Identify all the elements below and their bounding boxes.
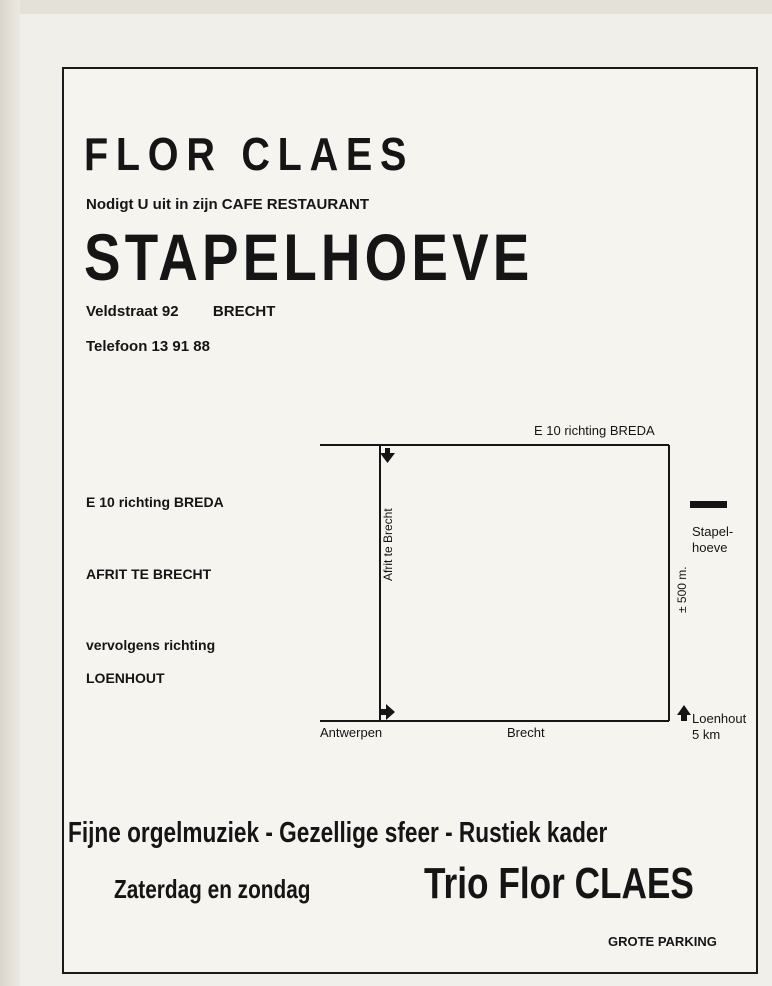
loenhout-line-1: Loenhout [692, 711, 747, 726]
destination-line-2: hoeve [692, 540, 728, 555]
exit-arrow-icon [380, 448, 395, 463]
map-antwerpen-label: Antwerpen [320, 725, 383, 740]
map-distance-label: ± 500 m. [675, 566, 689, 613]
destination-line-1: Stapel- [692, 524, 734, 539]
venue-name: STAPELHOEVE [84, 220, 534, 294]
weekend-text: Zaterdag en zondag [114, 874, 311, 904]
map-brecht-label: Brecht [507, 725, 545, 740]
loenhout-line-2: 5 km [692, 727, 721, 742]
direction-step-exit: AFRIT TE BRECHT [86, 566, 212, 582]
direction-step-then: vervolgens richting [86, 637, 216, 653]
direction-step-loenhout: LOENHOUT [86, 670, 165, 686]
stapelhoeve-marker [690, 501, 727, 508]
map-destination-label [692, 524, 733, 556]
owner-name: FLOR CLAES [84, 128, 415, 180]
trio-name: Trio Flor CLAES [424, 859, 694, 908]
features-line: Fijne orgelmuziek - Gezellige sfeer - Rustiek kader [68, 817, 608, 849]
trio-wrap [424, 859, 758, 909]
features-line-wrap [68, 817, 758, 850]
weekend-wrap [114, 874, 360, 905]
page-binding-shadow [0, 0, 20, 986]
up-arrow-icon [677, 705, 691, 721]
street-address: Veldstraat 92 [86, 303, 179, 320]
right-arrow-icon [381, 704, 395, 720]
map-highway-label: E 10 richting BREDA [534, 423, 655, 438]
town-name: BRECHT [212, 303, 276, 320]
direction-step-highway: E 10 richting BREDA [86, 494, 224, 510]
page-top-edge [0, 0, 772, 14]
parking-note: GROTE PARKING [608, 934, 717, 949]
advertisement-frame [62, 67, 758, 974]
map-loenhout-label [692, 711, 746, 743]
phone-number: Telefoon 13 91 88 [86, 338, 210, 355]
map-exit-label: Afrit te Brecht [381, 508, 395, 581]
invitation-text: Nodigt U uit in zijn CAFE RESTAURANT [86, 196, 370, 213]
